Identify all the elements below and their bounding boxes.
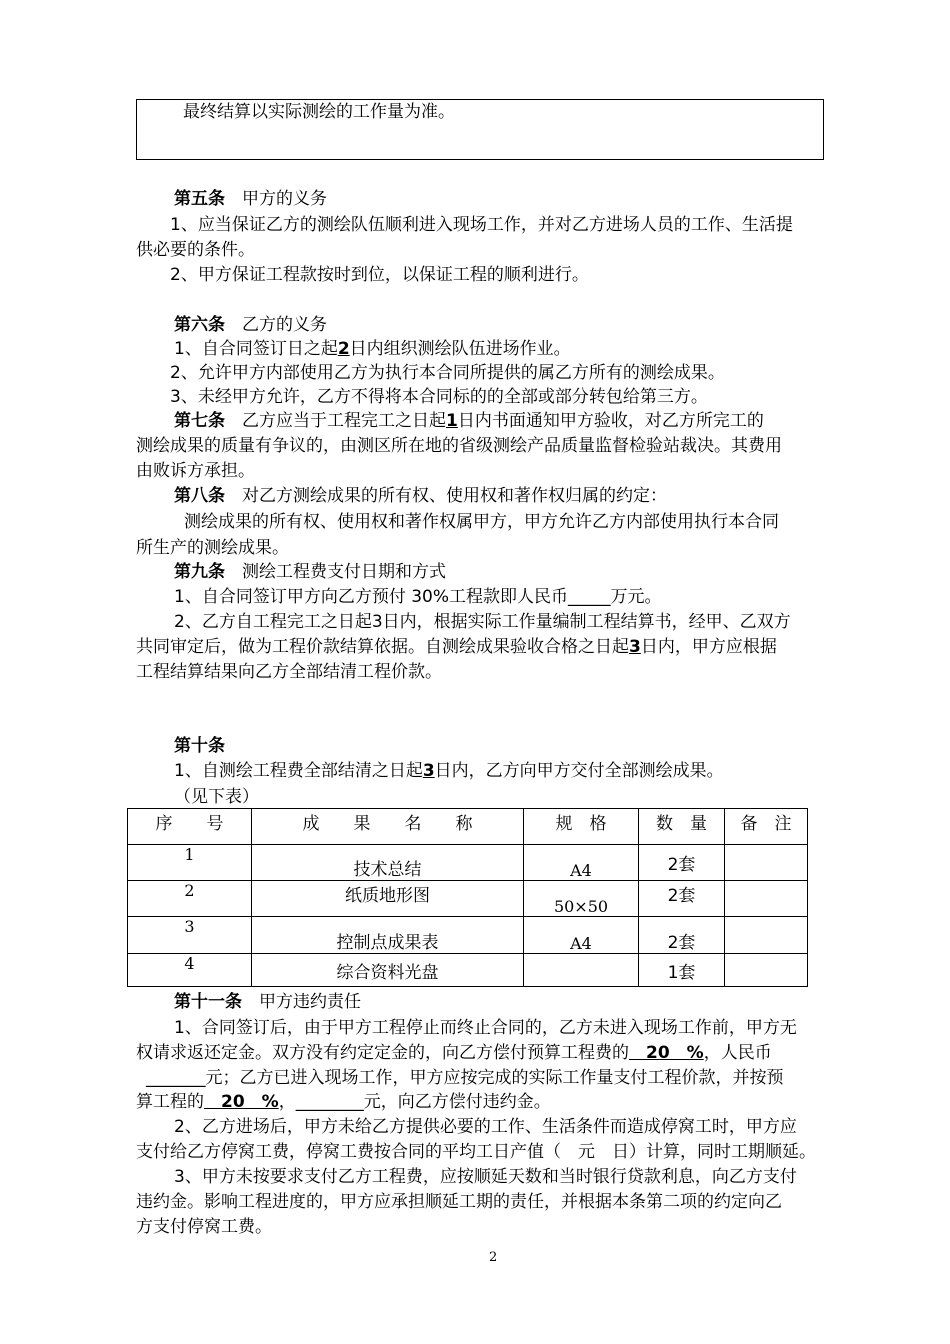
article-9-p2-line1: 2、乙方自工程完工之日起3日内，根据实际工作量编制工程结算书，经甲、乙双方: [174, 612, 791, 632]
article-5-p1-line2: 供必要的条件。: [136, 240, 255, 260]
top-box-text: 最终结算以实际测绘的工作量为准。: [183, 102, 455, 122]
article-11-p1-post: ，人民币: [703, 1043, 772, 1063]
article-11-blank2: ________: [295, 1092, 364, 1112]
article-11-p1-line2: [136, 1041, 772, 1065]
top-text-box: [136, 99, 824, 160]
table-row: [128, 845, 808, 881]
article-11-p3-line3: 方支付停窝工费。: [136, 1217, 272, 1237]
article-10-p1-num: 3: [422, 761, 435, 781]
article-7-line2: 测绘成果的质量有争议的，由测区所在地的省级测绘产品质量监督检验站裁决。其费用: [136, 436, 782, 456]
row-qty: 2套: [639, 917, 725, 954]
row-remark: [725, 881, 808, 917]
article-8-subtitle: 对乙方测绘成果的所有权、使用权和著作权归属的约定：: [242, 486, 667, 506]
row-spec: 50×50: [524, 881, 639, 917]
row-name: 纸质地形图: [252, 881, 524, 917]
row-name: 综合资料光盘: [252, 954, 524, 987]
row-qty: 1套: [639, 954, 725, 987]
article-6-heading: [174, 313, 327, 337]
article-8-title: 第八条: [174, 486, 225, 506]
header-qty: 数 量: [639, 809, 725, 845]
article-7-num: 1: [446, 411, 458, 431]
article-11-pct1: 20 %: [629, 1043, 704, 1063]
article-9-p2-line2: [136, 635, 777, 659]
article-5-title: 第五条: [174, 189, 225, 209]
header-no: 序 号: [128, 809, 252, 845]
article-6-p1: [174, 337, 571, 361]
article-11-p1-line4: [136, 1090, 551, 1114]
article-11-pct2: 20 %: [204, 1092, 279, 1112]
article-9-p2-num: 3: [629, 637, 641, 657]
table-row: [128, 881, 808, 917]
article-11-title: 第十一条: [174, 992, 242, 1012]
article-9-p1-blank: _____: [568, 587, 611, 607]
row-name: 控制点成果表: [252, 917, 524, 954]
article-11-p3-line2: 违约金。影响工程进度的，甲方应承担顺延工期的责任，并根据本条第二项的约定向乙: [136, 1192, 782, 1212]
article-10-p1-pre: 1、自测绘工程费全部结清之日起: [174, 761, 423, 781]
article-11-p2-line2: 支付给乙方停窝工费，停窝工费按合同的平均工日产值（ 元 日）计算，同时工期顺延。: [136, 1142, 816, 1162]
article-10-title: 第十条: [174, 736, 225, 756]
article-11-p1-line3-text: 元；乙方已进入现场工作，甲方应按完成的实际工作量支付工程价款，并按预: [205, 1068, 784, 1088]
article-6-p2: 2、允许甲方内部使用乙方为执行本合同所提供的属乙方所有的测绘成果。: [170, 363, 725, 383]
article-6-p1-pre: 1、自合同签订日之起: [174, 339, 338, 359]
row-spec: A4: [524, 917, 639, 954]
article-9-p1-pre: 1、自合同签订甲方向乙方预付 30%工程款即人民币: [174, 587, 569, 607]
row-qty: 2套: [639, 881, 725, 917]
article-11-p2-line1: 2、乙方进场后，甲方未给乙方提供必要的工作、生活条件而造成停窝工时，甲方应: [174, 1117, 797, 1137]
table-row: [128, 954, 808, 987]
article-8-heading: [174, 484, 667, 508]
article-11-p3-line1: 3、甲方未按要求支付乙方工程费，应按顺延天数和当时银行贷款利息，向乙方支付: [174, 1167, 797, 1187]
article-7-title: 第七条: [174, 411, 225, 431]
article-9-p1-post: 万元。: [610, 587, 662, 607]
page-number: 2: [489, 1250, 498, 1265]
row-name: 技术总结: [252, 845, 524, 881]
article-10-note: （见下表）: [174, 787, 259, 807]
article-7-line1: [174, 409, 764, 433]
article-5-p2: 2、甲方保证工程款按时到位，以保证工程的顺利进行。: [170, 265, 589, 285]
article-7-post: 日内书面通知甲方验收，对乙方所完工的: [457, 411, 764, 431]
article-9-title: 第九条: [174, 562, 225, 582]
article-7-pre: 乙方应当于工程完工之日起: [242, 411, 446, 431]
article-9-p2-post: 日内，甲方应根据: [640, 637, 777, 657]
article-11-p1-pre: 权请求返还定金。双方没有约定定金的，向乙方偿付预算工程费的: [136, 1043, 629, 1063]
article-11-p1-line4-pre: 算工程的: [136, 1092, 204, 1112]
article-11-p1-line4-mid: ，: [278, 1092, 296, 1112]
article-11-subtitle: 甲方违约责任: [259, 992, 361, 1012]
header-name: 成 果 名 称: [252, 809, 524, 845]
article-10-p1: [174, 759, 724, 783]
row-qty: 2套: [639, 845, 725, 881]
article-11-p1-line1: 1、合同签订后，由于甲方工程停止而终止合同的，乙方未进入现场工作前，甲方无: [174, 1018, 797, 1038]
article-8-line1: 测绘成果的所有权、使用权和著作权属甲方，甲方允许乙方内部使用执行本合同: [184, 512, 779, 532]
article-9-subtitle: 测绘工程费支付日期和方式: [242, 562, 446, 582]
table-header-row: [128, 809, 808, 845]
article-7-line3: 由败诉方承担。: [136, 461, 255, 481]
article-6-p1-post: 日内组织测绘队伍进场作业。: [349, 339, 571, 359]
article-8-line2: 所生产的测绘成果。: [136, 538, 289, 558]
article-9-p1: [174, 585, 662, 609]
row-no: 4: [128, 954, 252, 987]
row-no: 3: [128, 917, 252, 954]
article-11-p1-line3: [146, 1066, 784, 1090]
article-5-p1-line1: 1、应当保证乙方的测绘队伍顺利进入现场工作，并对乙方进场人员的工作、生活提: [170, 215, 793, 235]
table-row: [128, 917, 808, 954]
header-spec: 规 格: [524, 809, 639, 845]
article-6-p3: 3、未经甲方允许，乙方不得将本合同标的的全部或部分转包给第三方。: [170, 387, 708, 407]
row-spec: A4: [524, 845, 639, 881]
article-6-p1-num: 2: [337, 339, 350, 359]
row-remark: [725, 845, 808, 881]
article-5-heading: [174, 187, 327, 211]
article-9-p2-line3: 工程结算结果向乙方全部结清工程价款。: [136, 662, 442, 682]
row-no: 1: [128, 845, 252, 881]
article-5-subtitle: 甲方的义务: [242, 189, 327, 209]
row-remark: [725, 917, 808, 954]
header-remark: 备 注: [725, 809, 808, 845]
article-11-blank1: _______: [146, 1068, 206, 1088]
article-11-heading: [174, 990, 361, 1014]
article-6-title: 第六条: [174, 315, 225, 335]
article-11-p1-line4-post: 元，向乙方偿付违约金。: [363, 1092, 551, 1112]
row-spec: [524, 954, 639, 987]
row-no: 2: [128, 881, 252, 917]
article-6-subtitle: 乙方的义务: [242, 315, 327, 335]
article-9-heading: [174, 560, 446, 584]
row-remark: [725, 954, 808, 987]
article-10-p1-post: 日内，乙方向甲方交付全部测绘成果。: [434, 761, 724, 781]
article-9-p2-pre: 共同审定后，做为工程价款结算依据。自测绘成果验收合格之日起: [136, 637, 629, 657]
results-table: [127, 808, 808, 987]
